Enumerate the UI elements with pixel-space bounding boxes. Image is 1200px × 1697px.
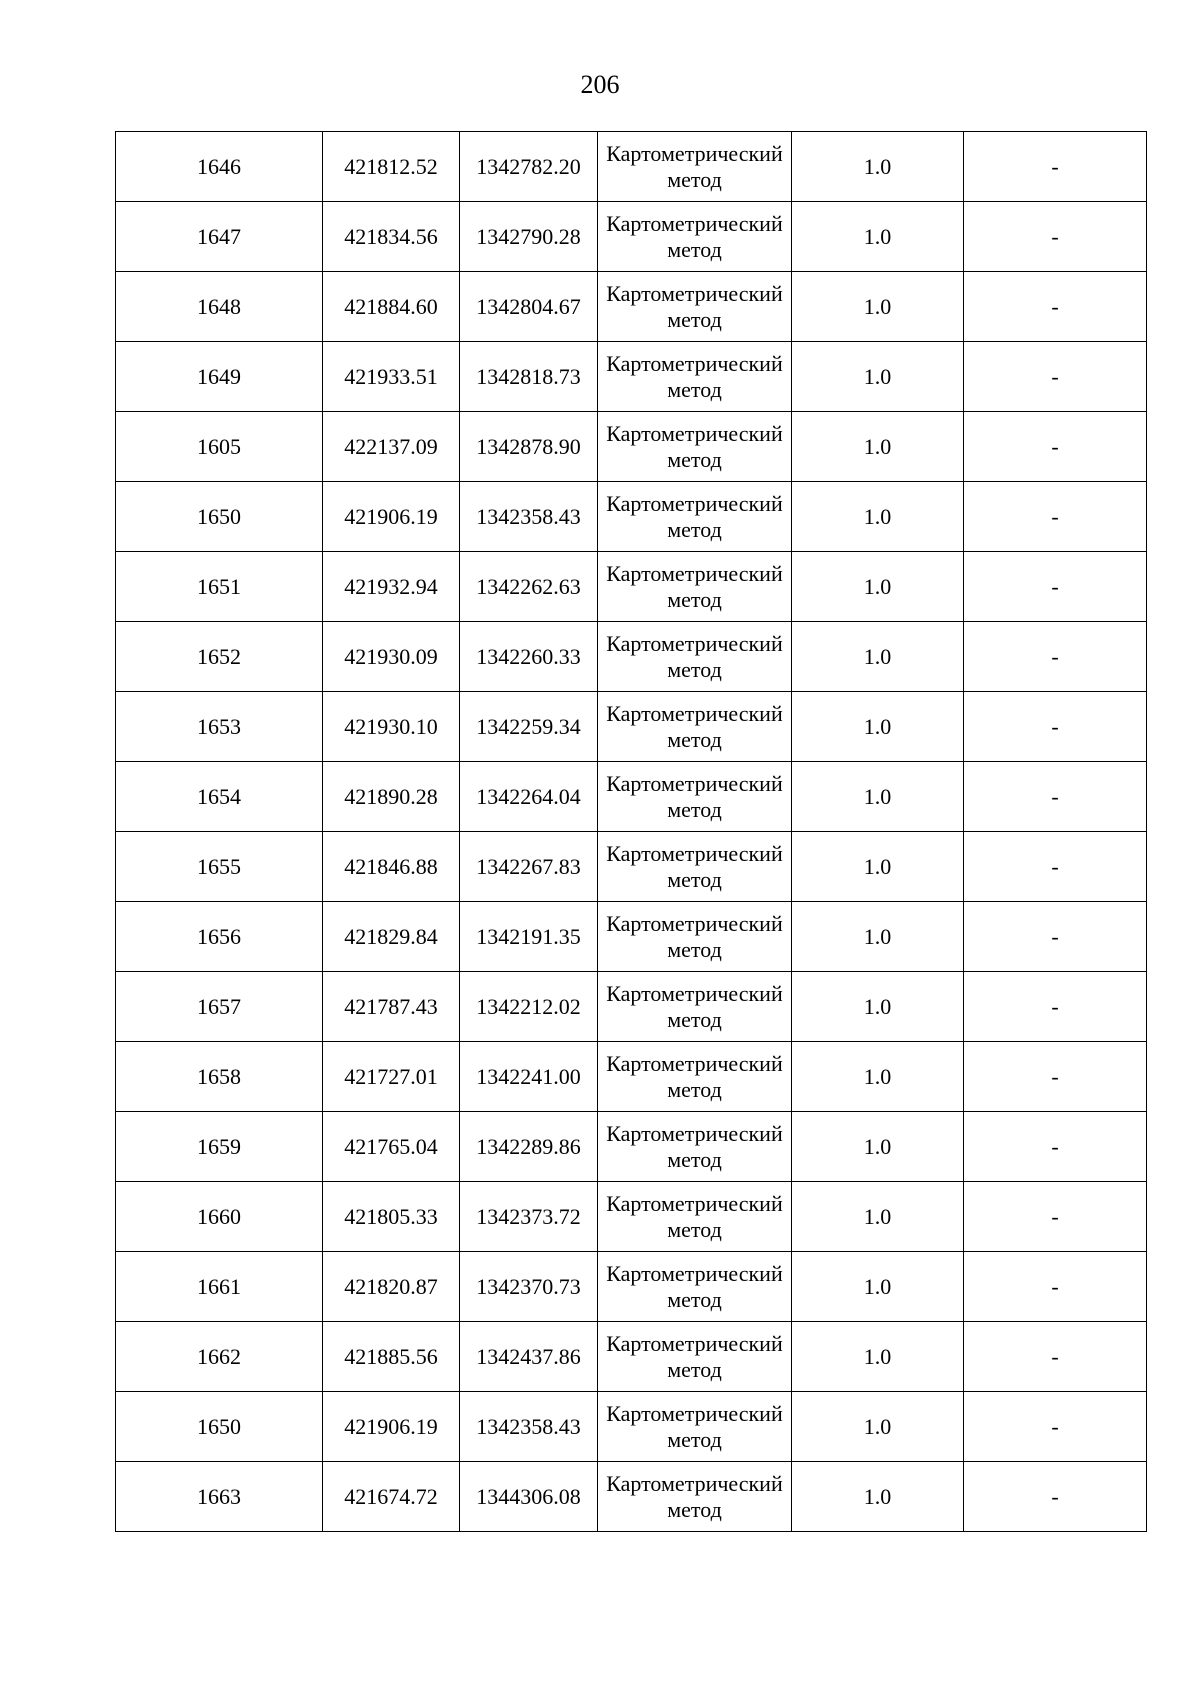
accuracy-cell: 1.0 (792, 972, 964, 1042)
method-cell (598, 762, 792, 832)
table-row (116, 132, 1147, 202)
coordinates-table-body (116, 132, 1147, 1532)
method-cell (598, 1252, 792, 1322)
table-row (116, 1392, 1147, 1462)
accuracy-cell: 1.0 (792, 1042, 964, 1112)
note-cell: - (964, 1042, 1147, 1112)
note-cell: - (964, 132, 1147, 202)
table-row (116, 622, 1147, 692)
method-line-1: Картометрический (606, 1050, 783, 1076)
method-cell (598, 1322, 792, 1392)
accuracy-cell: 1.0 (792, 132, 964, 202)
method-cell (598, 902, 792, 972)
method-line-1: Картометрический (606, 490, 783, 516)
x-coordinate-cell: 421884.60 (323, 272, 460, 342)
point-number-cell: 1656 (116, 902, 323, 972)
method-line-2: метод (667, 306, 722, 332)
note-cell: - (964, 832, 1147, 902)
x-coordinate-cell: 421890.28 (323, 762, 460, 832)
method-line-1: Картометрический (606, 770, 783, 796)
point-number-cell: 1659 (116, 1112, 323, 1182)
note-cell: - (964, 342, 1147, 412)
y-coordinate-cell: 1342289.86 (460, 1112, 598, 1182)
y-coordinate-cell: 1342259.34 (460, 692, 598, 762)
y-coordinate-cell: 1342804.67 (460, 272, 598, 342)
method-line-1: Картометрический (606, 1190, 783, 1216)
note-cell: - (964, 1392, 1147, 1462)
accuracy-cell: 1.0 (792, 622, 964, 692)
method-cell (598, 342, 792, 412)
method-line-2: метод (667, 376, 722, 402)
table-row (116, 902, 1147, 972)
method-line-1: Картометрический (606, 1260, 783, 1286)
x-coordinate-cell: 421787.43 (323, 972, 460, 1042)
coordinates-table (115, 131, 1147, 1532)
accuracy-cell: 1.0 (792, 1462, 964, 1532)
table-row (116, 202, 1147, 272)
y-coordinate-cell: 1342241.00 (460, 1042, 598, 1112)
method-line-2: метод (667, 1496, 722, 1522)
method-line-1: Картометрический (606, 700, 783, 726)
method-line-1: Картометрический (606, 280, 783, 306)
method-line-2: метод (667, 446, 722, 472)
point-number-cell: 1646 (116, 132, 323, 202)
method-line-1: Картометрический (606, 210, 783, 236)
method-line-2: метод (667, 236, 722, 262)
accuracy-cell: 1.0 (792, 412, 964, 482)
method-line-2: метод (667, 1006, 722, 1032)
point-number-cell: 1663 (116, 1462, 323, 1532)
method-line-2: метод (667, 1216, 722, 1242)
note-cell: - (964, 972, 1147, 1042)
page-number: 206 (580, 70, 620, 99)
accuracy-cell: 1.0 (792, 692, 964, 762)
y-coordinate-cell: 1342878.90 (460, 412, 598, 482)
y-coordinate-cell: 1342191.35 (460, 902, 598, 972)
note-cell: - (964, 482, 1147, 552)
method-line-1: Картометрический (606, 1470, 783, 1496)
point-number-cell: 1652 (116, 622, 323, 692)
table-row (116, 342, 1147, 412)
y-coordinate-cell: 1342267.83 (460, 832, 598, 902)
point-number-cell: 1658 (116, 1042, 323, 1112)
point-number-cell: 1655 (116, 832, 323, 902)
method-line-2: метод (667, 166, 722, 192)
x-coordinate-cell: 421930.09 (323, 622, 460, 692)
note-cell: - (964, 272, 1147, 342)
note-cell: - (964, 692, 1147, 762)
table-row (116, 1322, 1147, 1392)
table-row (116, 1462, 1147, 1532)
method-line-2: метод (667, 936, 722, 962)
method-cell (598, 272, 792, 342)
method-line-1: Картометрический (606, 1120, 783, 1146)
method-line-1: Картометрический (606, 980, 783, 1006)
table-row (116, 1112, 1147, 1182)
table-row (116, 832, 1147, 902)
method-line-1: Картометрический (606, 910, 783, 936)
x-coordinate-cell: 421930.10 (323, 692, 460, 762)
x-coordinate-cell: 421805.33 (323, 1182, 460, 1252)
point-number-cell: 1649 (116, 342, 323, 412)
accuracy-cell: 1.0 (792, 272, 964, 342)
accuracy-cell: 1.0 (792, 1322, 964, 1392)
x-coordinate-cell: 421820.87 (323, 1252, 460, 1322)
method-line-2: метод (667, 796, 722, 822)
table-row (116, 692, 1147, 762)
x-coordinate-cell: 421906.19 (323, 1392, 460, 1462)
method-cell (598, 482, 792, 552)
point-number-cell: 1657 (116, 972, 323, 1042)
method-line-2: метод (667, 516, 722, 542)
accuracy-cell: 1.0 (792, 1252, 964, 1322)
method-cell (598, 1042, 792, 1112)
table-row (116, 482, 1147, 552)
x-coordinate-cell: 421674.72 (323, 1462, 460, 1532)
point-number-cell: 1650 (116, 482, 323, 552)
y-coordinate-cell: 1342358.43 (460, 482, 598, 552)
y-coordinate-cell: 1342373.72 (460, 1182, 598, 1252)
note-cell: - (964, 412, 1147, 482)
point-number-cell: 1654 (116, 762, 323, 832)
point-number-cell: 1653 (116, 692, 323, 762)
table-row (116, 552, 1147, 622)
y-coordinate-cell: 1344306.08 (460, 1462, 598, 1532)
y-coordinate-cell: 1342264.04 (460, 762, 598, 832)
method-line-2: метод (667, 1356, 722, 1382)
accuracy-cell: 1.0 (792, 1182, 964, 1252)
method-line-2: метод (667, 866, 722, 892)
note-cell: - (964, 1112, 1147, 1182)
method-line-1: Картометрический (606, 420, 783, 446)
table-row (116, 1182, 1147, 1252)
accuracy-cell: 1.0 (792, 202, 964, 272)
y-coordinate-cell: 1342260.33 (460, 622, 598, 692)
x-coordinate-cell: 421885.56 (323, 1322, 460, 1392)
method-line-1: Картометрический (606, 630, 783, 656)
x-coordinate-cell: 421765.04 (323, 1112, 460, 1182)
point-number-cell: 1661 (116, 1252, 323, 1322)
point-number-cell: 1662 (116, 1322, 323, 1392)
note-cell: - (964, 762, 1147, 832)
accuracy-cell: 1.0 (792, 832, 964, 902)
method-line-2: метод (667, 1426, 722, 1452)
note-cell: - (964, 902, 1147, 972)
method-line-2: метод (667, 1286, 722, 1312)
method-cell (598, 1392, 792, 1462)
method-line-1: Картометрический (606, 350, 783, 376)
x-coordinate-cell: 421727.01 (323, 1042, 460, 1112)
note-cell: - (964, 1182, 1147, 1252)
point-number-cell: 1651 (116, 552, 323, 622)
y-coordinate-cell: 1342212.02 (460, 972, 598, 1042)
table-row (116, 412, 1147, 482)
note-cell: - (964, 552, 1147, 622)
method-cell (598, 132, 792, 202)
y-coordinate-cell: 1342818.73 (460, 342, 598, 412)
x-coordinate-cell: 421846.88 (323, 832, 460, 902)
method-line-1: Картометрический (606, 840, 783, 866)
accuracy-cell: 1.0 (792, 342, 964, 412)
table-row (116, 972, 1147, 1042)
method-cell (598, 552, 792, 622)
y-coordinate-cell: 1342358.43 (460, 1392, 598, 1462)
y-coordinate-cell: 1342790.28 (460, 202, 598, 272)
method-line-2: метод (667, 656, 722, 682)
accuracy-cell: 1.0 (792, 552, 964, 622)
note-cell: - (964, 1462, 1147, 1532)
method-cell (598, 972, 792, 1042)
point-number-cell: 1647 (116, 202, 323, 272)
method-cell (598, 1462, 792, 1532)
method-line-2: метод (667, 586, 722, 612)
x-coordinate-cell: 421829.84 (323, 902, 460, 972)
method-line-2: метод (667, 726, 722, 752)
method-cell (598, 1112, 792, 1182)
point-number-cell: 1660 (116, 1182, 323, 1252)
method-cell (598, 832, 792, 902)
point-number-cell: 1650 (116, 1392, 323, 1462)
method-line-2: метод (667, 1076, 722, 1102)
method-cell (598, 622, 792, 692)
note-cell: - (964, 202, 1147, 272)
x-coordinate-cell: 422137.09 (323, 412, 460, 482)
method-line-1: Картометрический (606, 1400, 783, 1426)
accuracy-cell: 1.0 (792, 1112, 964, 1182)
table-row (116, 1042, 1147, 1112)
method-line-1: Картометрический (606, 560, 783, 586)
table-row (116, 272, 1147, 342)
y-coordinate-cell: 1342262.63 (460, 552, 598, 622)
y-coordinate-cell: 1342370.73 (460, 1252, 598, 1322)
method-cell (598, 202, 792, 272)
y-coordinate-cell: 1342437.86 (460, 1322, 598, 1392)
table-row (116, 1252, 1147, 1322)
point-number-cell: 1648 (116, 272, 323, 342)
note-cell: - (964, 622, 1147, 692)
accuracy-cell: 1.0 (792, 482, 964, 552)
method-line-1: Картометрический (606, 140, 783, 166)
accuracy-cell: 1.0 (792, 902, 964, 972)
x-coordinate-cell: 421812.52 (323, 132, 460, 202)
table-row (116, 762, 1147, 832)
note-cell: - (964, 1252, 1147, 1322)
method-cell (598, 1182, 792, 1252)
x-coordinate-cell: 421933.51 (323, 342, 460, 412)
method-line-2: метод (667, 1146, 722, 1172)
x-coordinate-cell: 421834.56 (323, 202, 460, 272)
y-coordinate-cell: 1342782.20 (460, 132, 598, 202)
accuracy-cell: 1.0 (792, 1392, 964, 1462)
point-number-cell: 1605 (116, 412, 323, 482)
x-coordinate-cell: 421906.19 (323, 482, 460, 552)
method-cell (598, 412, 792, 482)
method-line-1: Картометрический (606, 1330, 783, 1356)
method-cell (598, 692, 792, 762)
note-cell: - (964, 1322, 1147, 1392)
accuracy-cell: 1.0 (792, 762, 964, 832)
x-coordinate-cell: 421932.94 (323, 552, 460, 622)
